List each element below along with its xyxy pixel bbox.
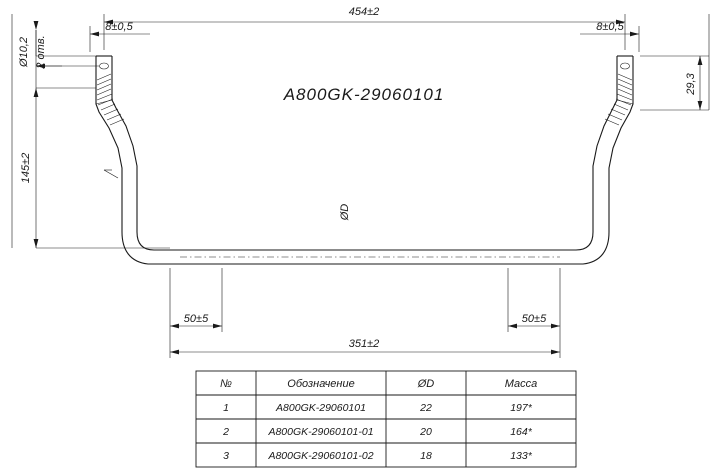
dim-hole-spec-line2: 2 отв. xyxy=(35,35,47,69)
table-cell: 22 xyxy=(420,402,432,414)
dim-bottom-right-seg-label: 50±5 xyxy=(521,313,547,325)
table-cell: 164* xyxy=(510,426,532,438)
dim-left-height-label: 145±2 xyxy=(20,152,32,184)
table-header-row xyxy=(220,378,537,390)
table-cell: 197* xyxy=(510,402,532,414)
dim-right-height xyxy=(685,56,700,110)
table-cell: A800GK-29060101 xyxy=(276,402,366,414)
dim-hole-spec-line1: Ø10,2 xyxy=(18,37,30,67)
leader-tick xyxy=(104,170,118,178)
dim-bottom-left-seg xyxy=(170,313,222,326)
part-title: A800GK-29060101 xyxy=(283,85,445,104)
dim-left-height xyxy=(20,88,36,248)
dim-overall-top-label: 454±2 xyxy=(348,6,380,18)
table-header-cell: Масса xyxy=(504,378,538,390)
parts-table xyxy=(196,371,576,467)
dim-overall-top xyxy=(104,6,625,22)
dim-diameter xyxy=(339,204,351,222)
table-cell: A800GK-29060101-02 xyxy=(268,450,374,462)
dim-left-end-offset xyxy=(90,21,150,34)
dim-bottom-right-seg xyxy=(508,313,560,326)
table-cell: 1 xyxy=(223,402,229,414)
dim-bottom-left-seg-label: 50±5 xyxy=(183,313,209,325)
table-cell: 18 xyxy=(420,450,432,462)
dim-bottom-overall xyxy=(170,338,560,352)
extension-lines xyxy=(12,14,709,358)
table-row xyxy=(223,402,533,414)
dim-left-end-offset-label: 8±0,5 xyxy=(105,21,133,33)
dim-right-height-label: 29,3 xyxy=(685,73,697,95)
dim-right-end-offset-label: 8±0,5 xyxy=(596,21,624,33)
dim-hole-spec xyxy=(18,30,62,88)
table-header-cell: ØD xyxy=(417,378,435,390)
table-cell: 2 xyxy=(223,426,229,438)
table-header-cell: Обозначение xyxy=(287,378,355,390)
dim-diameter-label: ØD xyxy=(339,203,351,221)
table-row xyxy=(222,426,533,438)
dim-bottom-overall-label: 351±2 xyxy=(348,338,380,350)
table-cell: A800GK-29060101-01 xyxy=(268,426,374,438)
table-cell: 3 xyxy=(223,450,229,462)
table-header-cell: № xyxy=(220,378,232,390)
dim-right-end-offset xyxy=(580,21,639,34)
table-cell: 20 xyxy=(420,426,432,438)
table-row xyxy=(223,450,533,462)
table-cell: 133* xyxy=(510,450,532,462)
